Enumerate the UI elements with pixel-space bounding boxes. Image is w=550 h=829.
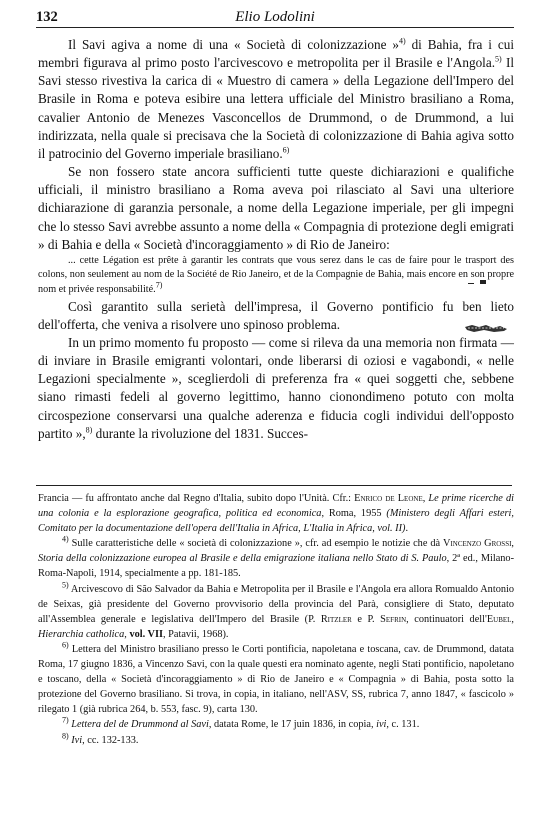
paragraph: Se non fossero state ancora sufficienti tutte queste dichiarazioni e qualifiche ufficiali, il ministro brasiliano a Roma aveva poi rilasciato al Savi una ulteriore dichiarazione di garanzia personale, a nome della Legazione imperiale, per gli impegni che lo stesso Savi avrebbe assunto a nome della « Compagnia di protezione degli emigrati » di Bahia e della « Società d'incoraggiamento » di Rio de Janeiro: (38, 164, 514, 252)
block-quote: ... cette Légation est prête à garantir les contrats que vous serez dans le cas de faire pour le trasport des colons, non seulement au nom de la Société de Rio Janeiro, et de la Compagnie de Bahia, mais encore en son propre nom et privée responsabilité.$^{7)}$ (38, 254, 514, 296)
footnote-number: 6) (62, 640, 69, 650)
footnote-ref: 6) (282, 145, 290, 155)
paragraph: In un primo momento fu proposto — come si rileva da una memoria non firmata — di inviare in Brasile emigranti volontari, onde liberarsi di oziosi e vagabondi, « nelle Legazioni specialmente », sceglierdoli di preferenza fra « quei soggetti che, sebbene siano rimasti fedeli al governo legittimo, hanno cionondimeno potuto con molta circospezione conservarsi una qualche aderenza e fiducia cogli individui dell'opposto partito »,$^{8)}$ durante la rivoluzione del 1831. Succes- (38, 334, 514, 441)
page-header (36, 6, 514, 28)
footnote: $^{5)}$ Arcivescovo di São Salvador da Bahia e Metropolita per il Brasile e l'Angola era allora Romualdo Antonio de Seixas, già presidente del Governo provvisorio della provincia del Parà, consigliere di Stato, deputato all'Assemblea generale e legislativa dell'Impero del Brasile (P. Ritzler e P. Sefrin, continuatori dell'Eubel, Hierarchia catholica, vol. VII, Patavii, 1968). (38, 580, 514, 640)
ink-mark (468, 283, 474, 284)
footnotes (38, 491, 514, 748)
paragraph: Così garantito sulla serietà dell'impresa, il Governo pontificio fu ben lieto dell'offerta, che veniva a risolvere uno spinoso problema. (38, 298, 514, 332)
footnote: $^{4)}$ Sulle caratteristiche delle « società di colonizzazione », cfr. ad esempio le notizie che dà Vincenzo Grossi, Storia della colonizzazione europea al Brasile e della emigrazione italiana nello Stato di S. Paulo, 2ª ed., Milano-Roma-Napoli, 1914, specialmente a pp. 181-185. (38, 534, 514, 580)
footnote-number: 5) (62, 580, 69, 590)
footnote: $^{6)}$ Lettera del Ministro brasiliano presso le Corti pontificia, napoletana e toscana, cav. de Drummond, datata Roma, 17 giugno 1836, a Vincenzo Savi, con la quale questi era nominato agente, negli Stati pontificio, napoletano e toscano, della « Società d'incoraggiamento » di Rio de Janeiro e « Compagnia » di Bahia, posta sotto la protezione del Governo brasiliano. Si trova, in copia, in italiano, nell'ASV, SS, rubrica 7, anno 1847, « fascicolo » rilegato 1 (già rubrica 264, b. 553, fasc. 9), carta 130. (38, 640, 514, 716)
footnote: $^{8)}$ Ivi, cc. 132-133. (62, 731, 139, 746)
paragraph: Il Savi agiva a nome di una « Società di colonizzazione »$^{4)}$ di Bahia, fra i cui membri figurava al primo posto l'arcivescovo e metropolita per il Brasile e l'Angola.$^{5)}$ Il Savi stesso rivestiva la carica di « Muestro di camera » della Legazione dell'Impero del Brasile in Roma e poteva esibire una lettera ufficiale del Ministro brasiliano a Roma, cavalier Antonio de Menezes Vasconcellos de Drummond, o de Drummond, a lui indirizzata, nella quale si precisava che la Società di colonizzazione di Bahia agiva sotto il patrocinio del Governo imperiale brasiliano.$^{6)}$ (38, 36, 514, 161)
footnote-number: 7) (62, 715, 69, 725)
footnote-ref: 7) (155, 280, 163, 290)
footnotes-rule (36, 485, 512, 486)
footnote-ref: 4) (398, 36, 406, 46)
footnote-ref: 5) (495, 54, 502, 64)
page-number: 132 (36, 9, 58, 25)
footnote-ref: 8) (85, 425, 93, 435)
running-head: Elio Lodolini (235, 9, 315, 25)
footnote-continuation: Francia — fu affrontato anche dal Regno d'Italia, subito dopo l'Unità. Cfr.: Enrico de Leone, Le prime ricerche di una colonia e la esplorazione geografica, politica ed economica, Roma, 1955 (Ministero degli Affari esteri, Comitato per la documentazione dell'opera dell'Italia in Africa, L'Italia in Africa, vol. II). (38, 493, 514, 535)
footnote: $^{7)}$ Lettera del de Drummond al Savi, datata Rome, le 17 juin 1836, in copia, ivi, c. 131. (62, 715, 420, 731)
header-rule (36, 27, 514, 28)
main-text (38, 36, 514, 443)
ink-mark (480, 280, 486, 284)
stamp-mark (464, 322, 508, 334)
footnote-number: 4) (62, 534, 69, 544)
footnote-number: 8) (62, 731, 69, 741)
